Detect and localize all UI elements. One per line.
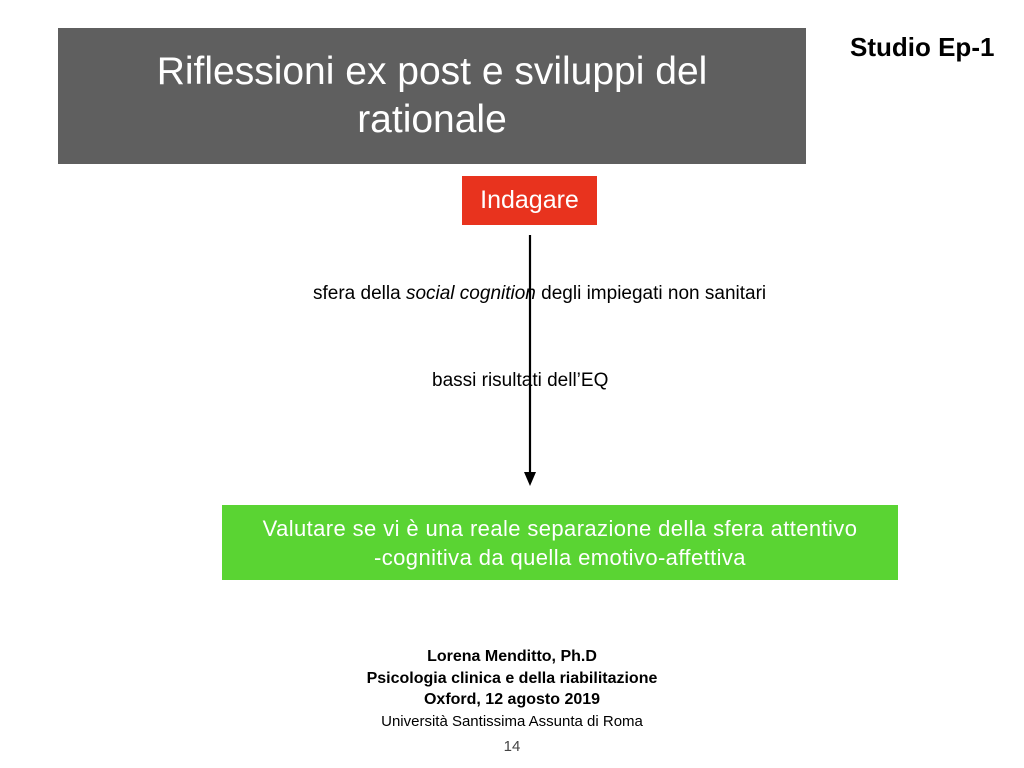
valutare-box	[222, 505, 898, 580]
title-line-2: rationale	[357, 98, 507, 141]
line1-pre: sfera della	[313, 283, 406, 304]
author-name: Lorena Menditto, Ph.D	[427, 648, 597, 665]
social-cognition-line	[313, 283, 766, 305]
study-label: Studio Ep-1	[850, 32, 995, 62]
line1-italic: social cognition	[405, 283, 536, 304]
indagare-label: Indagare	[480, 186, 579, 214]
credits-block	[312, 646, 712, 732]
valutare-text	[263, 514, 858, 572]
page-number: 14	[503, 738, 521, 755]
green-line-1: Valutare se vi è una reale separazione della sfera attentivo	[262, 515, 858, 541]
arrow-head	[524, 472, 536, 486]
department: Psicologia clinica e della riabilitazione	[366, 669, 658, 687]
university: Università Santissima Assunta di Roma	[381, 712, 643, 730]
green-line-2: -cognitiva da quella emotivo-affettiva	[374, 544, 746, 570]
title-line-1: Riflessioni ex post e sviluppi del	[156, 50, 708, 93]
place-date: Oxford, 12 agosto 2019	[423, 691, 601, 708]
line1-post: degli impiegati non sanitari	[535, 283, 767, 304]
eq-results-line: bassi risultati dell’EQ	[432, 370, 609, 391]
